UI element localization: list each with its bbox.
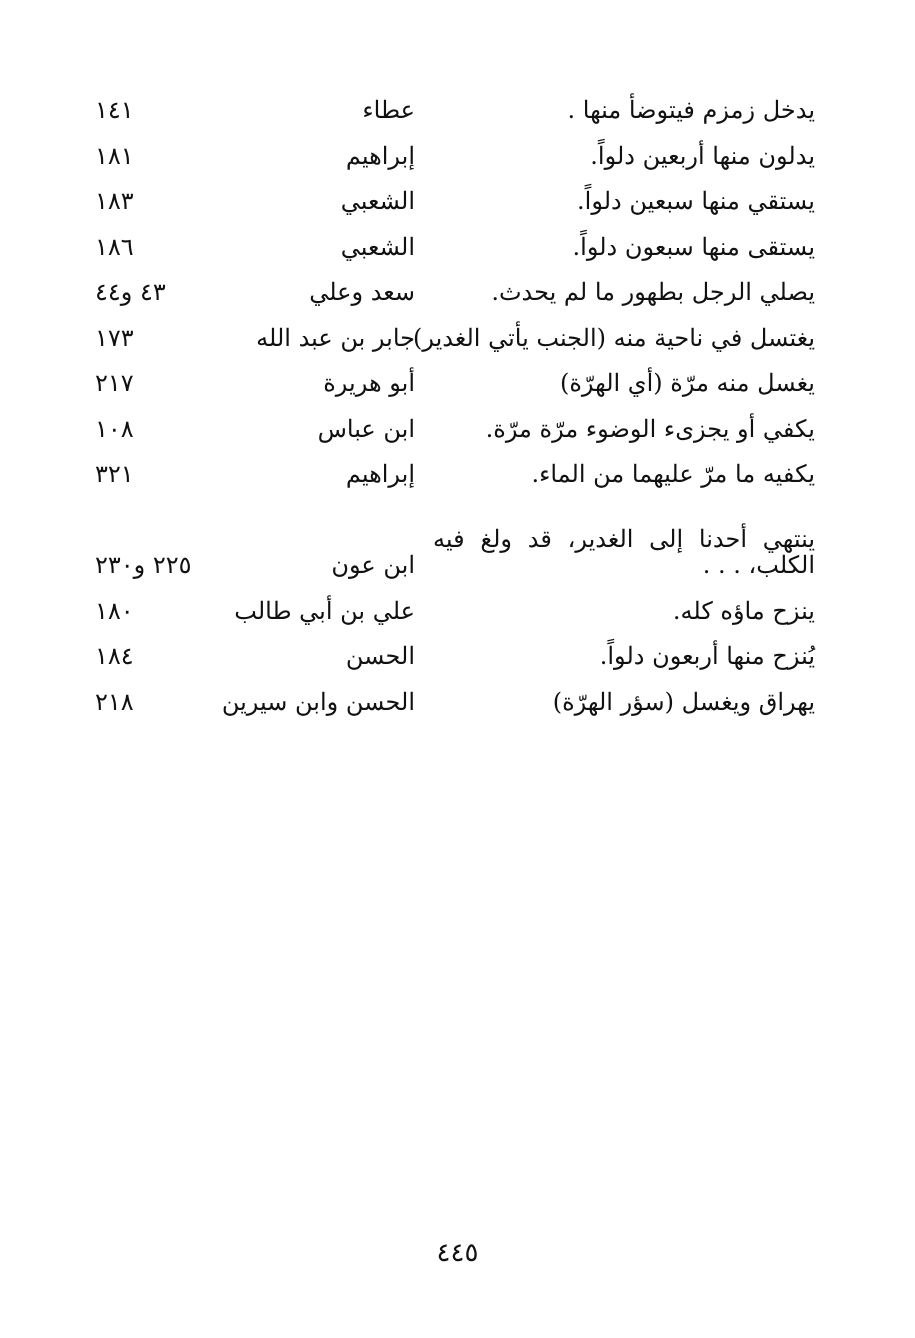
hadith-text: يهراق ويغسل (سؤر الهرّة) [552,687,815,716]
narrator: الحسن وابن سيرين [221,687,415,716]
hadith-text: يدخل زمزم فيتوضأ منها . [567,96,815,125]
narrator: ابن عون [331,551,415,580]
index-row [95,397,815,443]
index-row [95,306,815,352]
page-number: ٤٤٥ [436,1238,479,1268]
page-reference: ١٠٨ [95,414,134,443]
narrator: الشعبي [340,232,415,261]
index-row [95,624,815,670]
index-row [95,260,815,306]
page-reference: ٣٢١ [95,460,134,489]
page-reference: ١٨٤ [95,642,134,671]
narrator: الشعبي [340,187,415,216]
hadith-text: يصلي الرجل بطهور ما لم يحدث. [491,278,815,307]
index-row [95,442,815,488]
page-reference: ١٨٣ [95,187,134,216]
narrator: إبراهيم [345,141,415,170]
hadith-text: يكفيه ما مرّ عليهما من الماء. [531,460,815,489]
index-row [95,670,815,716]
narrator: جابر بن عبد الله [256,323,415,352]
page-reference: ١٨٦ [95,232,134,261]
page-reference: ٢٢٥ و٢٣٠ [95,551,192,580]
narrator: أبو هريرة [323,369,415,398]
index-row [95,579,815,625]
hadith-text: يغسل منه مرّة (أي الهرّة) [559,369,815,398]
narrator: علي بن أبي طالب [234,596,415,625]
index-row [95,351,815,397]
page-reference: ٤٣ و٤٤ [95,278,166,307]
index-row [95,169,815,215]
index-row [95,124,815,170]
hadith-text: يستقى منها سبعون دلواً. [572,232,815,261]
index-row [95,488,815,579]
hadith-text: يغتسل في ناحية منه (الجنب يأتي الغدير) [413,323,815,352]
hadith-index-table [95,78,815,715]
hadith-text: ينزح ماؤه كله. [672,596,815,625]
hadith-text: يدلون منها أربعين دلواً. [590,141,815,170]
page-reference: ٢١٨ [95,687,134,716]
page-reference: ١٨١ [95,141,134,170]
index-row [95,215,815,261]
hadith-text: ينتهي أحدنا إلى الغدير، قد ولغ فيه الكلب، . . . [433,524,815,580]
page-reference: ١٨٠ [95,596,134,625]
narrator: ابن عباس [317,414,415,443]
hadith-text: يُنزح منها أربعون دلواً. [599,642,815,671]
page-reference: ١٤١ [95,96,134,125]
hadith-text: يستقي منها سبعين دلواً. [577,187,815,216]
hadith-text: يكفي أو يجزىء الوضوء مرّة مرّة. [485,414,815,443]
narrator: سعد وعلي [309,278,415,307]
narrator: إبراهيم [345,460,415,489]
narrator: الحسن [345,642,415,671]
narrator: عطاء [362,96,415,125]
page-reference: ١٧٣ [95,323,134,352]
index-row [95,78,815,124]
page-reference: ٢١٧ [95,369,134,398]
